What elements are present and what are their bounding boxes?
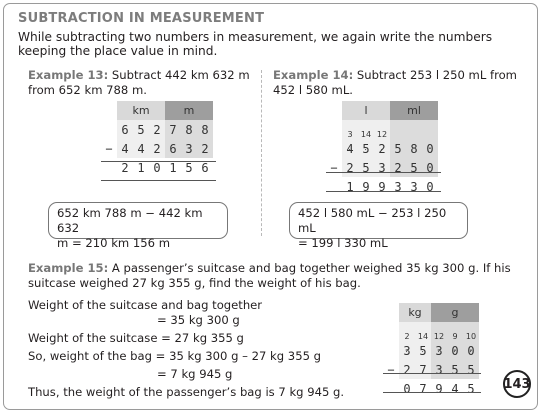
example-14-answer: 452 l 580 mL − 253 l 250 mL = 199 l 330 mL [289,202,468,239]
example-13-label: Example 13: [28,68,109,82]
example-13-grid [101,101,213,177]
example-13-question [28,68,250,98]
page-number-badge: 143 [503,370,531,398]
ex15-head-g: g [431,303,479,322]
ex15-step-5: = 7 kg 945 g [157,367,233,381]
ex14-row2: − 2 5 3 2 5 0 [326,158,438,177]
example-13-line2: from 652 km 788 m. [28,83,147,97]
example-15-grid [383,303,479,398]
ex14-row3: 1 9 9 3 3 0 [346,179,434,194]
ex15-step-1: Weight of the suitcase and bag together [28,298,263,312]
ex13-head-m: m [165,101,213,120]
ex13-line-top [101,161,216,162]
ex14-carry: 3 14 12 [326,120,438,139]
example-15-label: Example 15: [28,261,109,275]
ex15-row3: 0 7 9 4 5 [403,381,475,396]
ex15-step-6: Thus, the weight of the passenger’s bag is 7 kg 945 g. [28,385,345,399]
ex15-carry: 2 14 12 9 10 [383,322,479,341]
example-14-question [273,68,517,98]
example-15-line2: suitcase weighed 27 kg 355 g, find the weight of his bag. [28,276,361,290]
example-14-grid [326,101,438,196]
example-14-label: Example 14: [273,68,354,82]
ex13-head-km: km [117,101,165,120]
intro-line-2: keeping the place value in mind. [18,44,218,58]
ex15-step-3: Weight of the suitcase = 27 kg 355 g [28,331,244,345]
example-13-answer: 652 km 788 m − 442 km 632 m = 210 km 156 m [48,202,228,239]
ex15-row1: 3 5 3 0 0 [383,341,479,360]
ex15-line-top [383,373,481,374]
ex13-row3: 2 1 0 1 5 6 [121,160,209,175]
ex15-row2: − 2 7 3 5 5 [383,360,479,379]
example-15-question [28,261,511,291]
example-13-line1: Subtract 442 km 632 m [108,68,250,82]
ex14-head-ml: ml [390,101,438,120]
ex15-line-bottom [383,392,481,393]
divider [261,70,262,236]
example-14-line2: 452 l 580 mL. [273,83,353,97]
intro-text [18,30,492,58]
example-15-line1: A passenger’s suitcase and bag together weighed 35 kg 300 g. If his [108,261,511,275]
ex14-head-l: l [342,101,390,120]
ex13-row1: 6 5 2 7 8 8 [101,120,213,139]
ex15-step-2: = 35 kg 300 g [157,313,240,327]
ex14-row1: 4 5 2 5 8 0 [326,139,438,158]
ex14-line-bottom [326,191,441,192]
intro-line-1: While subtracting two numbers in measurement, we again write the numbers [18,30,493,44]
ex15-step-4: So, weight of the bag = 35 kg 300 g – 27 kg 355 g [28,349,321,363]
example-14-line1: Subtract 253 l 250 mL from [353,68,517,82]
ex15-head-kg: kg [399,303,431,322]
section-heading: SUBTRACTION IN MEASUREMENT [18,11,265,26]
ex13-line-bottom [101,180,216,181]
ex13-row2: − 4 4 2 6 3 2 [101,139,213,158]
ex14-line-top [326,172,441,173]
